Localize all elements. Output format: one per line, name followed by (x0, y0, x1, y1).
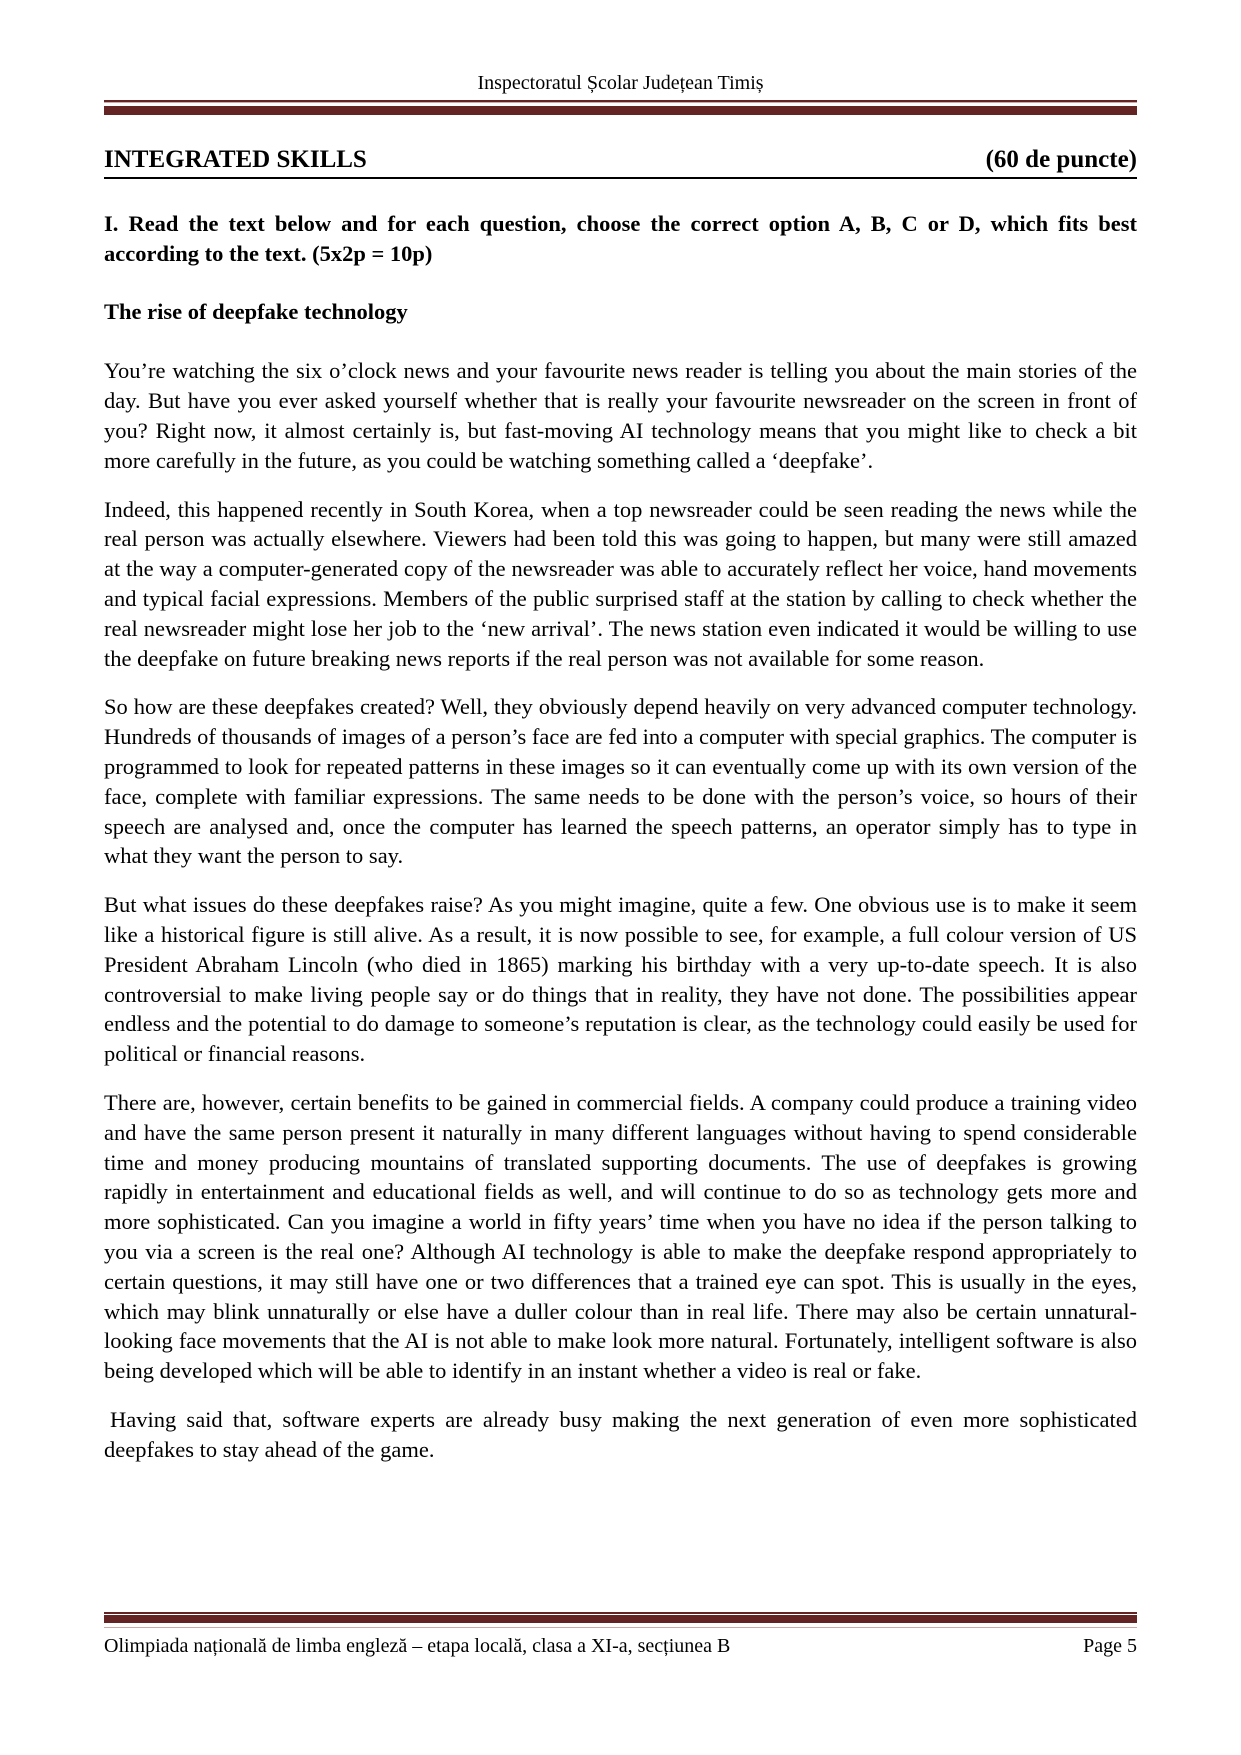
header-institution: Inspectoratul Școlar Județean Timiș (477, 72, 764, 94)
article-paragraph: But what issues do these deepfakes raise? As you might imagine, quite a few. One obvious use is to make it seem like a historical figure is still alive. As a result, it is now possible to see, for example, a full colour version of US President Abraham Lincoln (who died in 1865) marking his birthday with a very up-to-date speech. It is also controversial to make living people say or do things that in reality, they have not done. The possibilities appear endless and the potential to do damage to someone’s reputation is clear, as the technology could easily be used for political or financial reasons. (104, 892, 1137, 1067)
task-instruction: I. Read the text below and for each question, choose the correct option A, B, C or D, which fits best according to the text. (5x2p = 10p) (104, 211, 1137, 266)
article-paragraph: Having said that, software experts are already busy making the next generation of even more sophisticated deepfakes to stay ahead of the game. (104, 1406, 1137, 1462)
page-footer (104, 1612, 1137, 1659)
article-paragraph: Indeed, this happened recently in South Korea, when a top newsreader could be seen reading the news while the real person was actually elsewhere. Viewers had been told this was going to happen, but many were still amazed at the way a computer-generated copy of the newsreader was able to accurately reflect her voice, hand movements and typical facial expressions. Members of the public surprised staff at the station by calling to check whether the real newsreader might lose her job to the ‘new arrival’. The news station even indicated it would be willing to use the deepfake on future breaking news reports if the real person was not available for some reason. (104, 496, 1137, 671)
section-title: INTEGRATED SKILLS (104, 146, 367, 173)
article-paragraph: There are, however, certain benefits to be gained in commercial fields. A company could produce a training video and have the same person present it naturally in many different languages without having to spend considerable time and money producing mountains of translated supporting documents. The use of deepfakes is growing rapidly in entertainment and educational fields as well, and will continue to do so as technology gets more and more sophisticated. Can you imagine a world in fifty years’ time when you have no idea if the person talking to you via a screen is the real one? Although AI technology is able to make the deepfake respond appropriately to certain questions, it may still have one or two differences that a trained eye can spot. This is usually in the eyes, which may blink unnaturally or else have a duller colour than in real life. There may also be certain unnatural-looking face movements that the AI is not able to make look more natural. Fortunately, intelligent software is also being developed which will be able to identify in an instant whether a video is real or fake. (104, 1089, 1137, 1384)
article-body (104, 356, 1137, 1464)
footer-document-title: Olimpiada națională de limba engleză – etapa locală, clasa a XI-a, secțiunea B (104, 1635, 731, 1657)
article-title: The rise of deepfake technology (104, 298, 408, 324)
article-paragraph: You’re watching the six o’clock news and your favourite news reader is telling you about the main stories of the day. But have you ever asked yourself whether that is really your favourite newsreader on the screen in front of you? Right now, it almost certainly is, but fast-moving AI technology means that you might like to check a bit more carefully in the future, as you could be watching something called a ‘deepfake’. (104, 358, 1137, 473)
article-paragraph: So how are these deepfakes created? Well, they obviously depend heavily on very advanced computer technology. Hundreds of thousands of images of a person’s face are fed into a computer with special graphics. The computer is programmed to look for repeated patterns in these images so it can eventually come up with its own version of the face, complete with familiar expressions. The same needs to be done with the person’s voice, so hours of their speech are analysed and, once the computer has learned the speech patterns, an operator simply has to type in what they want the person to say. (104, 694, 1137, 869)
footer-rule (104, 1612, 1137, 1628)
header-rule (104, 100, 1137, 115)
section-heading (104, 145, 1137, 179)
footer-page-number: Page 5 (1083, 1635, 1137, 1657)
page-header (104, 0, 1137, 115)
section-points: (60 de puncte) (985, 146, 1137, 173)
